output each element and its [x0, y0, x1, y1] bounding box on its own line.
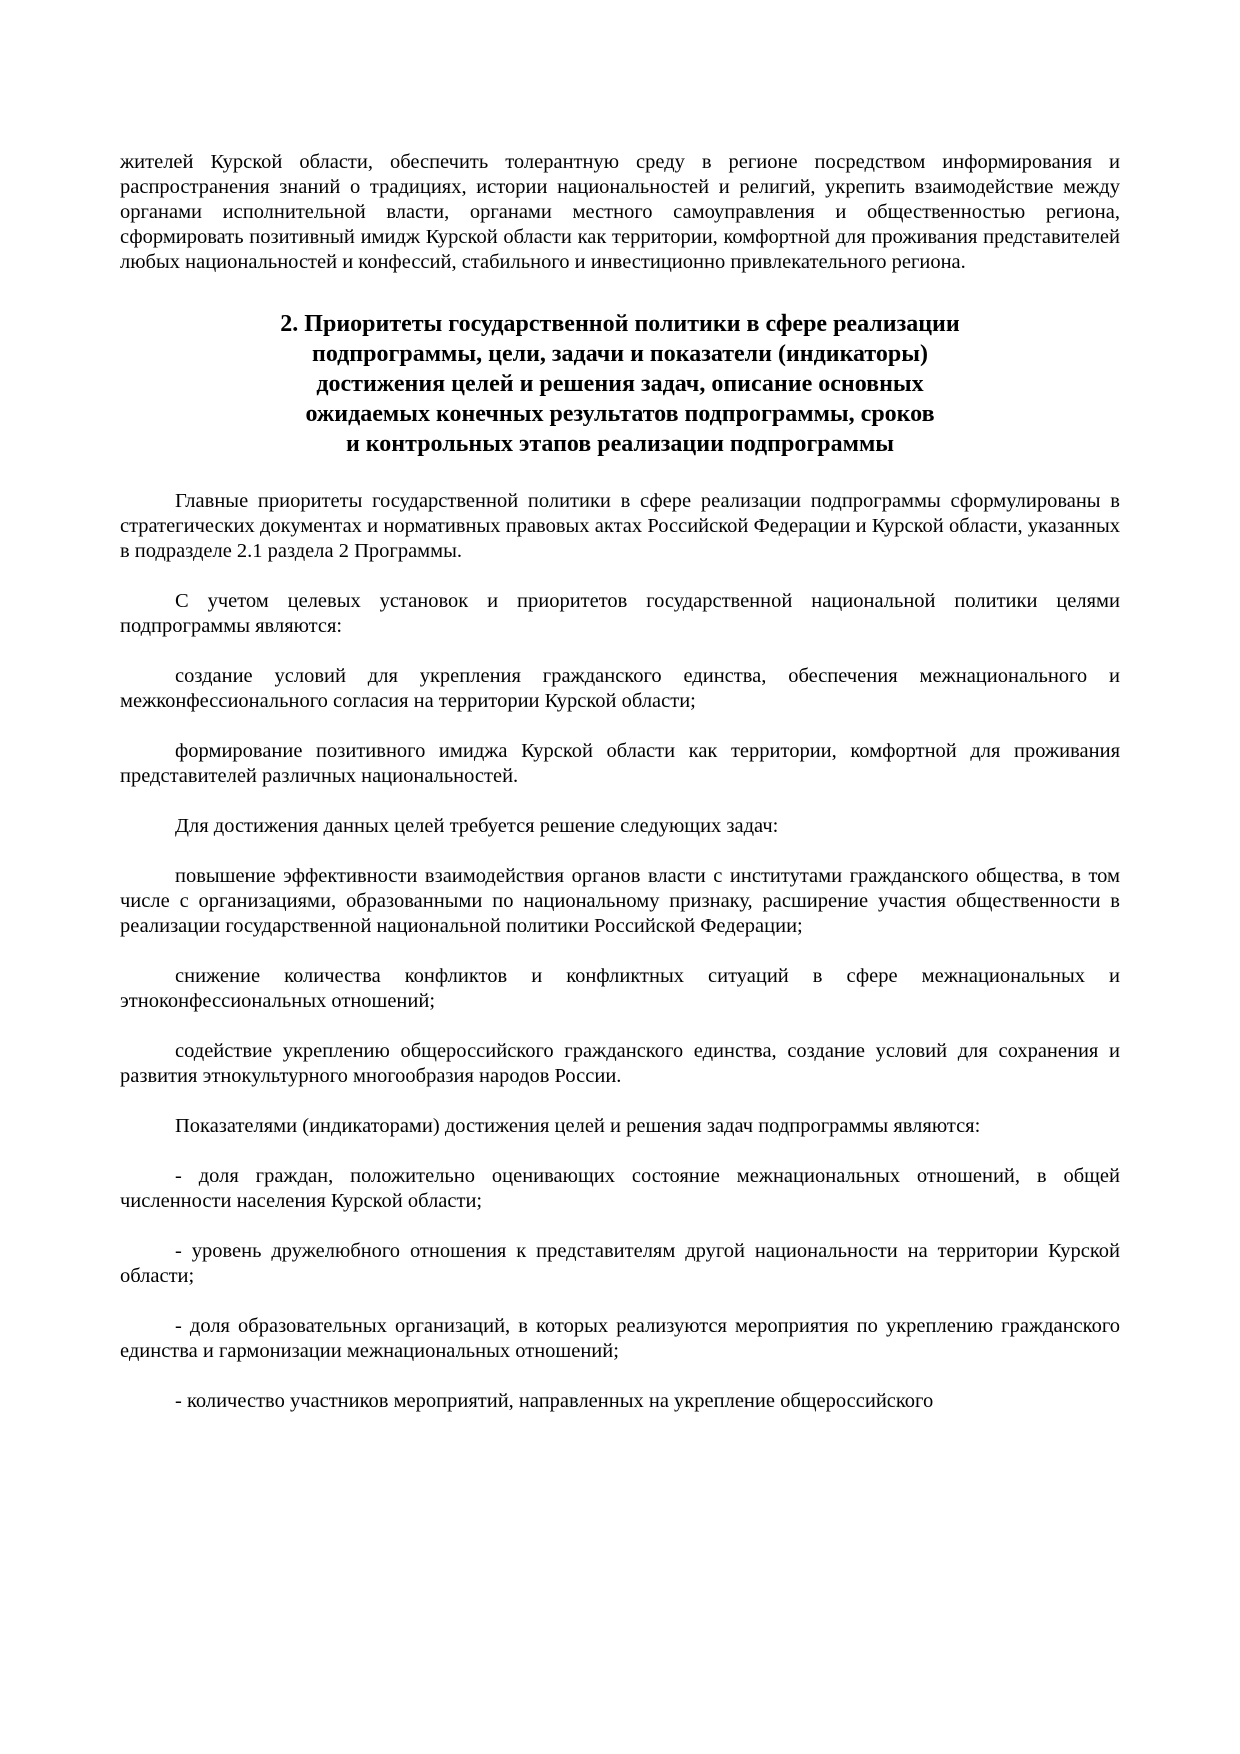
section-heading-line: и контрольных этапов реализации подпрограммы	[345, 431, 895, 457]
paragraph-goal-image: формирование позитивного имиджа Курской области как территории, комфортной для проживания представителей различных национальностей.	[120, 740, 1120, 787]
paragraph-indicator-organizations: - доля образовательных организаций, в которых реализуются мероприятия по укреплению гражданского единства и гармонизации межнациональных отношений;	[120, 1315, 1120, 1362]
paragraph-tasks-intro: Для достижения данных целей требуется решение следующих задач:	[175, 815, 779, 837]
paragraph-indicator-participants: - количество участников мероприятий, направленных на укрепление общероссийского	[175, 1390, 934, 1412]
intro-paragraph: жителей Курской области, обеспечить толерантную среду в регионе посредством информирования и распространения знаний о традициях, истории национальностей и религий, укрепить взаимодействие между органами исполнительной власти, органами местного самоуправления и общественностью региона, сформировать позитивный имидж Курской области как территории, комфортной для проживания представителей любых национальностей и конфессий, стабильного и инвестиционно привлекательного региона.	[120, 151, 1120, 273]
section-heading	[120, 309, 1120, 459]
section-heading-line: ожидаемых конечных результатов подпрограммы, сроков	[305, 401, 935, 427]
paragraph-goals-intro: С учетом целевых установок и приоритетов государственной национальной политики целями подпрограммы являются:	[120, 590, 1120, 637]
paragraph-goal-unity: создание условий для укрепления гражданского единства, обеспечения межнационального и межконфессионального согласия на территории Курской области;	[120, 665, 1120, 712]
paragraph-indicators-intro: Показателями (индикаторами) достижения целей и решения задач подпрограммы являются:	[175, 1115, 981, 1137]
paragraph-task-diversity: содействие укреплению общероссийского гражданского единства, создание условий для сохранения и развития этнокультурного многообразия народов России.	[120, 1040, 1120, 1087]
paragraph-indicator-share: - доля граждан, положительно оценивающих состояние межнациональных отношений, в общей численности населения Курской области;	[120, 1165, 1120, 1212]
section-heading-line: достижения целей и решения задач, описание основных	[316, 371, 924, 397]
paragraph-task-efficiency: повышение эффективности взаимодействия органов власти с институтами гражданского общества, в том числе с организациями, образованными по национальному признаку, расширение участия общественности в реализации государственной национальной политики Российской Федерации;	[120, 865, 1120, 937]
paragraph-task-conflicts: снижение количества конфликтов и конфликтных ситуаций в сфере межнациональных и этноконфессиональных отношений;	[120, 965, 1120, 1012]
paragraph-indicator-friendliness: - уровень дружелюбного отношения к представителям другой национальности на территории Курской области;	[120, 1240, 1120, 1287]
section-heading-line: подпрограммы, цели, задачи и показатели (индикаторы)	[312, 341, 928, 367]
section-heading-line: 2. Приоритеты государственной политики в сфере реализации	[280, 311, 960, 337]
paragraph-priorities: Главные приоритеты государственной политики в сфере реализации подпрограммы сформулированы в стратегических документах и нормативных правовых актах Российской Федерации и Курской области, указанных в подразделе 2.1 раздела 2 Программы.	[120, 490, 1120, 562]
document-body	[120, 150, 1120, 1439]
